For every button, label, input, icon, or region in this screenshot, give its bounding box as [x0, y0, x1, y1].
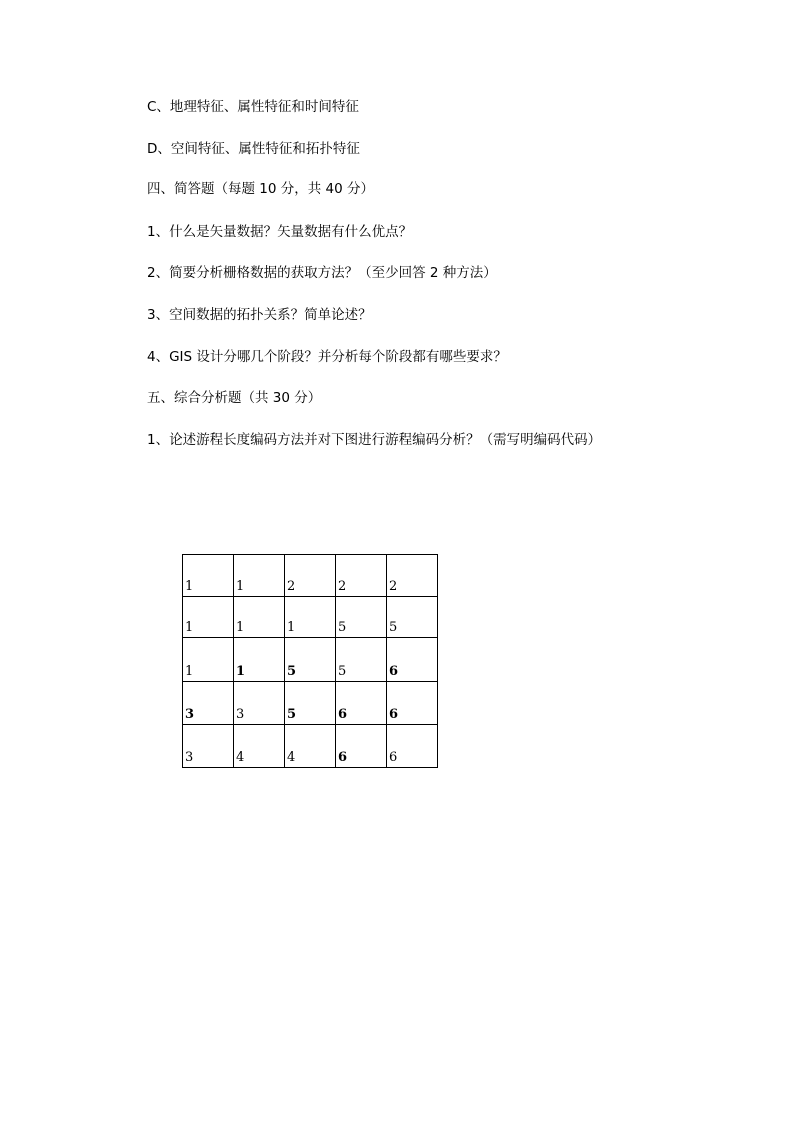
grid-cell: 6 [387, 725, 438, 768]
grid-cell: 1 [183, 555, 234, 597]
grid-cell: 1 [234, 638, 285, 682]
grid-cell: 5 [285, 682, 336, 725]
table-row [183, 682, 438, 725]
grid-cell: 4 [234, 725, 285, 768]
grid-cell: 1 [285, 597, 336, 638]
raster-grid-table [182, 554, 438, 768]
option-c: C、地理特征、属性特征和时间特征 [147, 99, 359, 115]
table-row [183, 597, 438, 638]
grid-cell: 1 [234, 597, 285, 638]
question-2: 2、简要分析栅格数据的获取方法？（至少回答 2 种方法） [147, 265, 497, 281]
question-4: 4、GIS 设计分哪几个阶段？并分析每个阶段都有哪些要求？ [147, 349, 507, 365]
table-row [183, 725, 438, 768]
section-heading-analysis: 五、综合分析题（共 30 分） [147, 390, 322, 406]
grid-cell: 6 [336, 682, 387, 725]
grid-cell: 1 [183, 597, 234, 638]
grid-cell: 2 [387, 555, 438, 597]
grid-cell: 6 [387, 682, 438, 725]
section-heading-short-answer: 四、简答题（每题 10 分，共 40 分） [147, 181, 375, 197]
grid-cell: 6 [336, 725, 387, 768]
grid-cell: 5 [285, 638, 336, 682]
grid-cell: 2 [336, 555, 387, 597]
grid-cell: 5 [336, 597, 387, 638]
grid-cell: 3 [183, 682, 234, 725]
table-row [183, 638, 438, 682]
grid-cell: 5 [387, 597, 438, 638]
grid-cell: 3 [183, 725, 234, 768]
grid-cell: 4 [285, 725, 336, 768]
grid-cell: 2 [285, 555, 336, 597]
option-d: D、空间特征、属性特征和拓扑特征 [147, 141, 360, 157]
question-1: 1、什么是矢量数据？矢量数据有什么优点？ [147, 224, 413, 240]
question-3: 3、空间数据的拓扑关系？简单论述？ [147, 307, 372, 323]
grid-cell: 1 [183, 638, 234, 682]
grid-cell: 1 [234, 555, 285, 597]
grid-cell: 6 [387, 638, 438, 682]
grid-cell: 3 [234, 682, 285, 725]
grid-cell: 5 [336, 638, 387, 682]
table-row [183, 555, 438, 597]
analysis-question-1: 1、论述游程长度编码方法并对下图进行游程编码分析？（需写明编码代码） [147, 432, 602, 448]
